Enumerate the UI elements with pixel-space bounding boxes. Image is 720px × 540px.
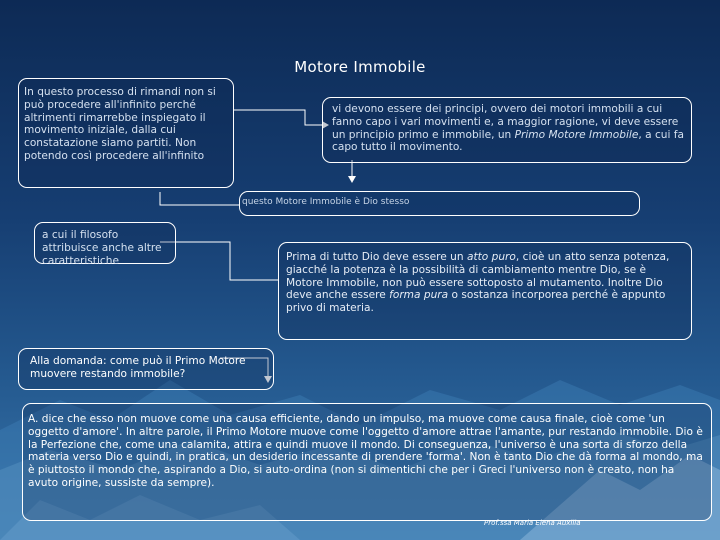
box-answer-text: A. dice che esso non muove come una causa efficiente, dando un impulso, ma muove come causa finale, cioè come 'un oggetto d'amore'. In altre parole, il Primo Motore muove come l'oggetto d'amore attrae l'amante, pur restando immobile. Dio è la Perfezione che, come una calamita, attira e quindi muove il mondo. Di conseguenza, l'universo è una sorta di sforzo della materia verso Dio e quindi, in pratica, un desiderio incessante di prendere 'forma'. Non è tanto Dio che dà forma al mondo, ma è piuttosto il mondo che, aspirando a Dio, si auto-ordina (non si dimentichi che per i Greci l'universo non è creato, non ha avuto origine, sussiste da sempre).: [28, 413, 703, 489]
box-god-motor-text: questo Motore Immobile è Dio stesso: [242, 197, 410, 207]
page-title: Motore Immobile: [294, 58, 426, 76]
author-credit: Prof.ssa Maria Elena Auxilia: [484, 519, 581, 527]
box-first-principles-text: vi devono essere dei principi, ovvero dei motori immobili a cui fanno capo i vari movimenti e, a maggior ragione, vi deve essere un principio primo e immobile, un Primo Motore Immobile, a cui fa capo tutto il movimento.: [332, 103, 685, 154]
box-infinite-regress-text: In questo processo di rimandi non si può procedere all'infinito perché altrimenti rimarrebbe inspiegato il movimento iniziale, dalla cui constatazione siamo partiti. Non potendo così procedere all'infinito: [24, 86, 216, 162]
box-other-characteristics-text: a cui il filosofo attribuisce anche altre caratteristiche: [42, 229, 162, 267]
box-pure-act-text: Prima di tutto Dio deve essere un atto puro, cioè un atto senza potenza, giacché la potenza è la possibilità di cambiamento mentre Dio, se è Motore Immobile, non può essere sottoposto al mutamento. Inoltre Dio deve anche essere forma pura o sostanza incorporea perché è appunto privo di materia.: [286, 251, 670, 315]
box-question-text: Alla domanda: come può il Primo Motore muovere restando immobile?: [30, 355, 246, 380]
